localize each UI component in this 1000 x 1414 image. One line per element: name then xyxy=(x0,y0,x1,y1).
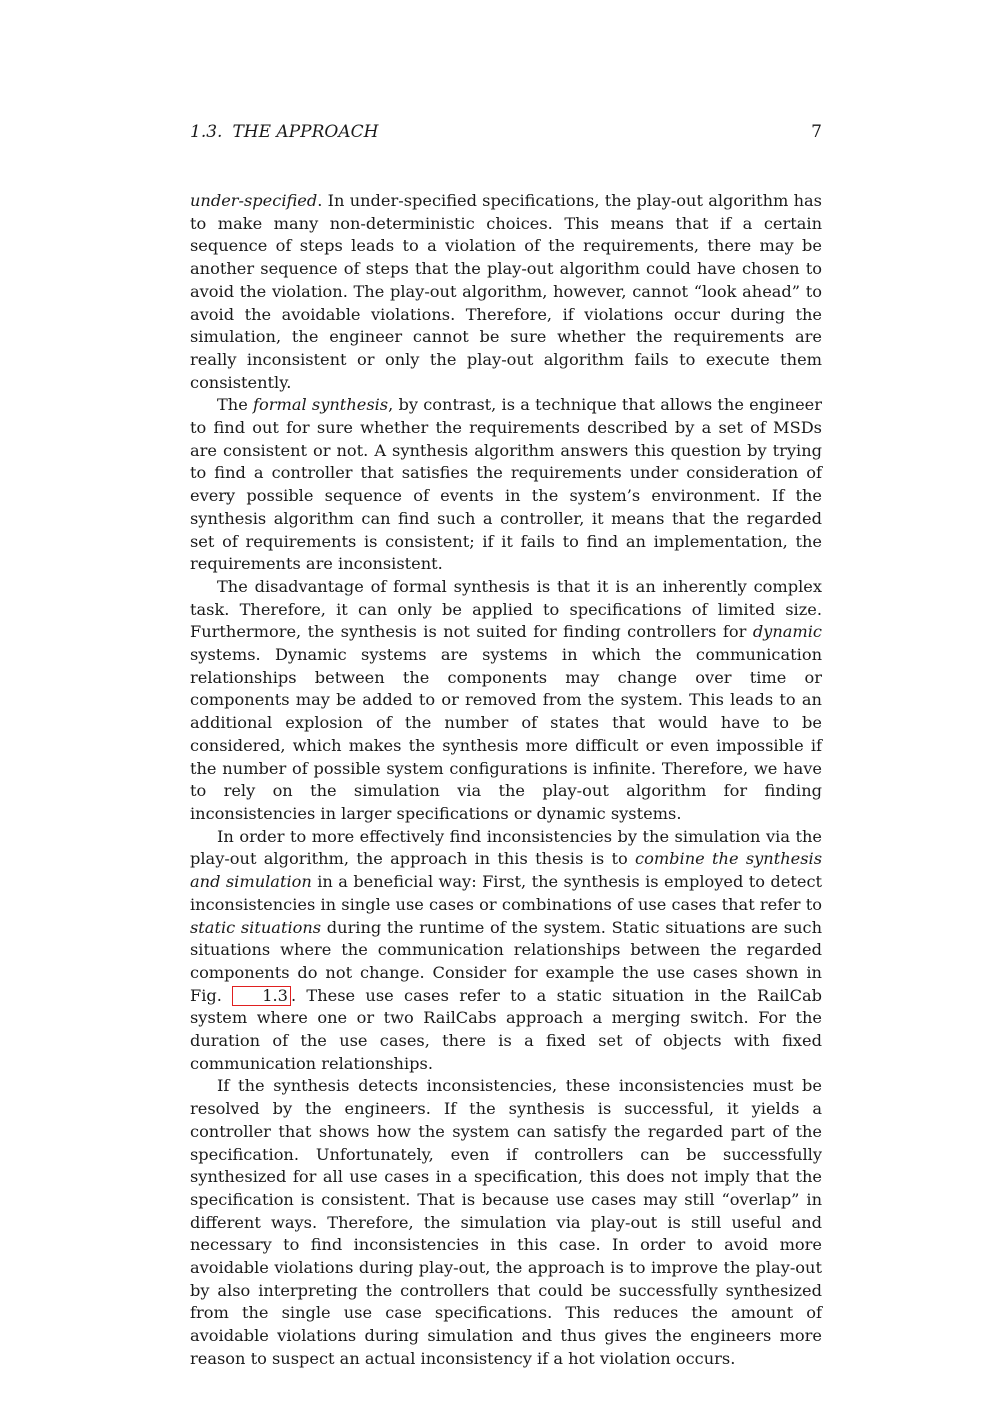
paragraph-2-text-a: The xyxy=(217,395,254,415)
section-number: 1.3. xyxy=(190,122,223,142)
paragraph-4-text-a: In order to more effectively find inconsistencies by the simulation via the play-out algorithm, the approach in this thesis is to xyxy=(190,826,822,869)
paragraph-3-text-b: systems. Dynamic systems are systems in which the communication relationships between the components may change over time or components may be added to or removed from the system. This leads to an additional explosion of the number of states that would have to be considered, which makes the synthesis more difficult or even impossible if the number of possible system configurations is infinite. Therefore, we have to rely on the simulation via the play-out algorithm for finding inconsistencies in larger specifications or dynamic systems. xyxy=(190,645,822,823)
emphasis-static-situations: static situations xyxy=(190,917,322,937)
page-number: 7 xyxy=(811,122,822,142)
paragraph-2 xyxy=(190,394,822,576)
paragraph-5-text: If the synthesis detects inconsistencies, these inconsistencies must be resolved by the engineers. If the synthesis is successful, it yields a controller that shows how the system can satisfy the regarded part of the specification. Unfortunately, even if controllers can be successfully synthesized for all use cases in a specification, this does not imply that the specification is consistent. That is because use cases may still “overlap” in different ways. Therefore, the simulation via play-out is still useful and necessary to find inconsistencies in this case. In order to avoid more avoidable violations during play-out, the approach is to improve the play-out by also interpreting the controllers that could be successfully synthesized from the single use case specifications. This reduces the amount of avoidable violations during simulation and thus gives the engineers more reason to suspect an actual inconsistency if a hot violation occurs. xyxy=(190,1076,822,1368)
paragraph-3 xyxy=(190,576,822,826)
paragraph-5 xyxy=(190,1075,822,1370)
paragraph-1-text: . In under-specified specifications, the play-out algorithm has to make many non-deterministic choices. This means that if a certain sequence of steps leads to a violation of the requirements, there may be another sequence of steps that the play-out algorithm could have chosen to avoid the violation. The play-out algorithm, however, cannot “look ahead” to avoid the avoidable violations. Therefore, if violations occur during the simulation, the engineer cannot be sure whether the requirements are really inconsistent or only the play-out algorithm fails to execute them consistently. xyxy=(190,191,822,392)
paragraph-1 xyxy=(190,190,822,394)
paragraph-4-text-d: . These use cases refer to a static situation in the RailCab system where one or two RailCabs approach a merging switch. For the duration of the use cases, there is a fixed set of objects with fixed communication relationships. xyxy=(190,985,822,1073)
section-title: THE APPROACH xyxy=(232,122,379,142)
paragraph-4 xyxy=(190,826,822,1076)
emphasis-formal-synthesis: formal synthesis xyxy=(253,395,389,415)
emphasis-under-specified: under-specified xyxy=(190,191,318,210)
body-text xyxy=(190,190,822,1371)
emphasis-dynamic: dynamic xyxy=(752,622,822,642)
paragraph-4-text-b: in a beneficial way: First, the synthesis is employed to detect inconsistencies in single use cases or combinations of use cases that refer to xyxy=(190,872,823,914)
paragraph-2-text-b: , by contrast, is a technique that allows the engineer to find out for sure whether the requirements described by a set of MSDs are consistent or not. A synthesis algorithm answers this question by trying to find a controller that satisfies the requirements under consideration of every possible sequence of events in the system’s environment. If the synthesis algorithm can find such a controller, it means that the regarded set of requirements is consistent; if it fails to find an implementation, the requirements are inconsistent. xyxy=(190,395,823,574)
paragraph-3-text-a: The disadvantage of formal synthesis is that it is an inherently complex task. Therefore, it can only be applied to specifications of limited size. Furthermore, the synthesis is not suited for finding controllers for xyxy=(190,576,822,642)
paragraph-4-text-c: during the runtime of the system. Static situations are such situations where the communication relationships between the regarded components do not change. Consider for example the use cases shown in Fig. xyxy=(190,917,822,1005)
figure-reference-link[interactable]: 1.3 xyxy=(232,986,291,1006)
running-header xyxy=(190,120,822,144)
running-header-section xyxy=(190,120,378,144)
emphasis-combine: combine the synthesis and simulation xyxy=(190,849,823,892)
